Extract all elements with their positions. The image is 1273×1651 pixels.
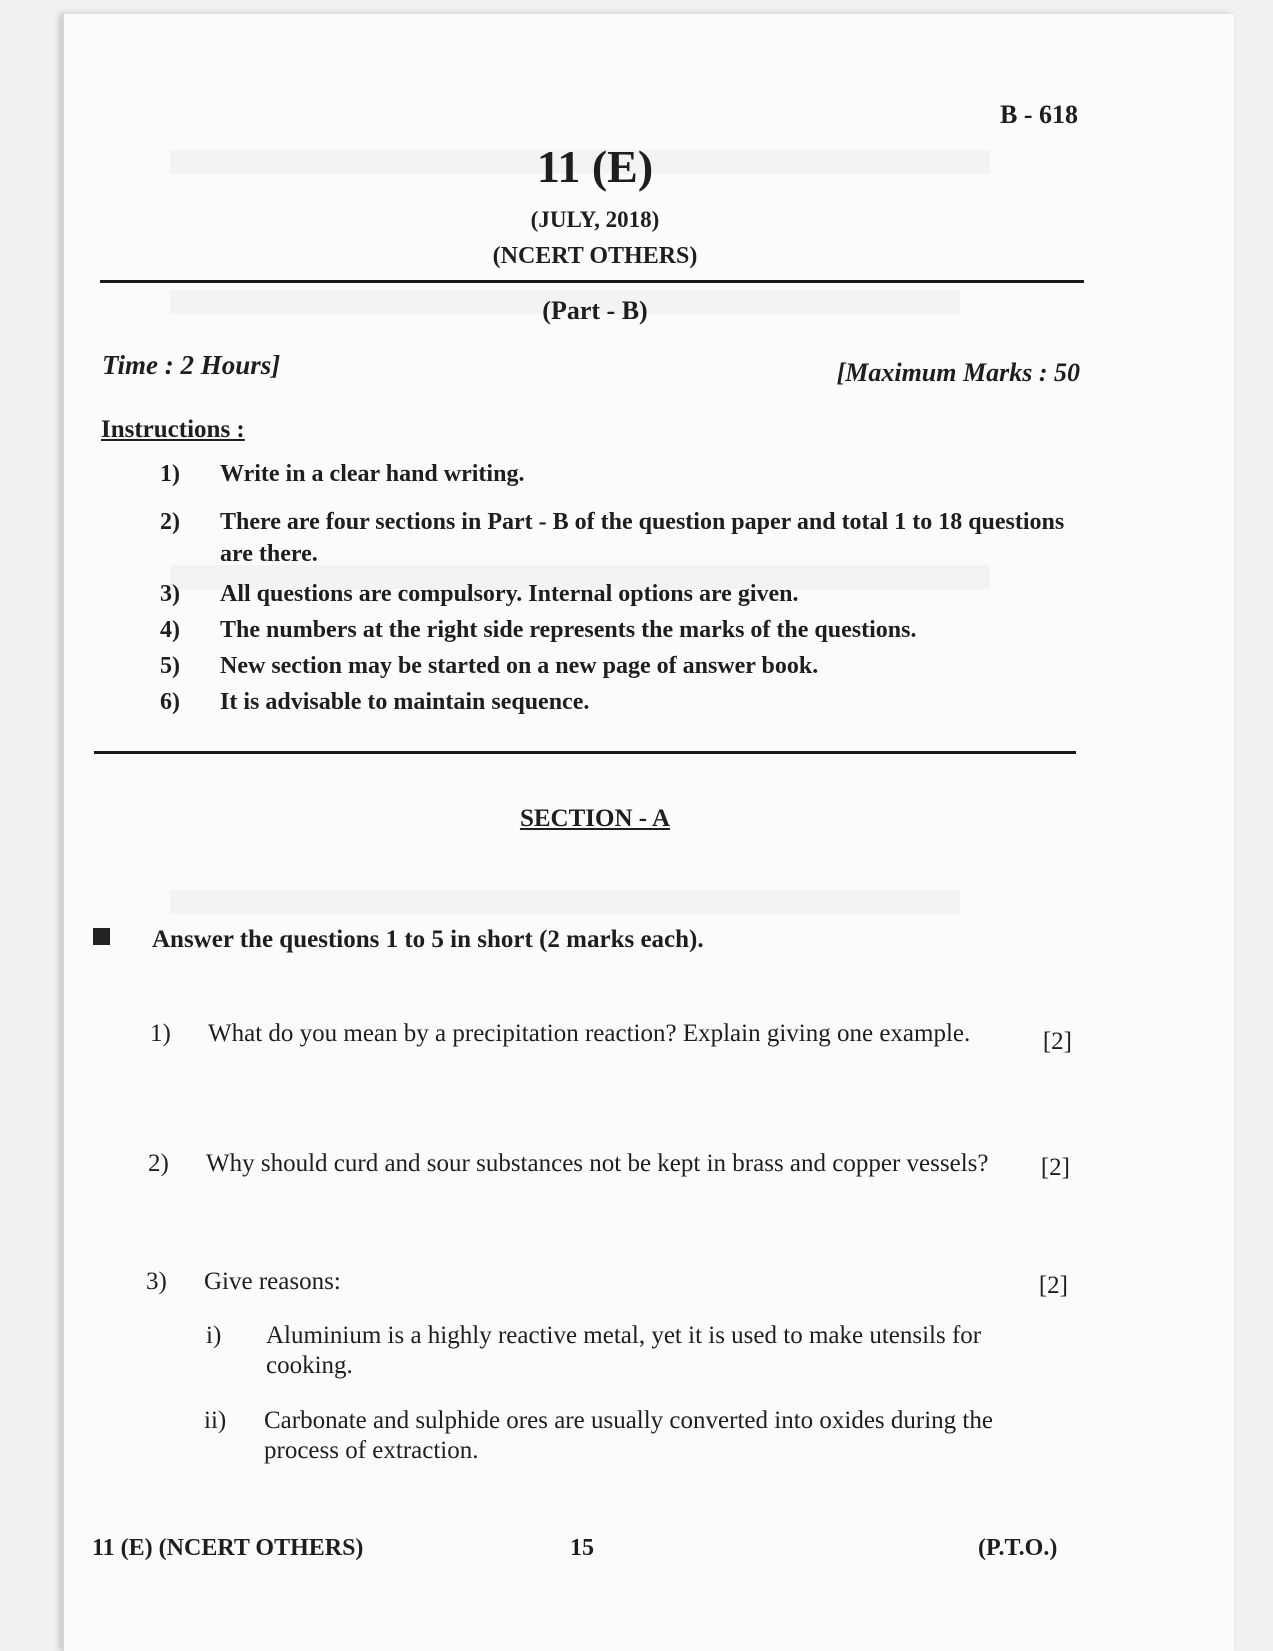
instruction-number: 2): [160, 509, 180, 535]
instruction-text: New section may be started on a new page of answer book.: [220, 653, 819, 679]
section-directive: Answer the questions 1 to 5 in short (2 marks each).: [152, 926, 704, 953]
square-bullet-icon: [93, 928, 110, 945]
question-marks: [2]: [1042, 1028, 1072, 1055]
maximum-marks: [Maximum Marks : 50: [836, 358, 1080, 387]
question-marks: [2]: [1038, 1272, 1068, 1299]
instruction-number: 6): [160, 689, 180, 715]
instruction-text: The numbers at the right side represents the marks of the questions.: [220, 617, 917, 643]
show-through-line: [170, 890, 960, 914]
instruction-item: [160, 506, 1090, 570]
footer-pto: (P.T.O.): [978, 1535, 1058, 1561]
instruction-item: [160, 578, 1090, 610]
exam-session: (JULY, 2018): [530, 207, 660, 232]
header-divider: [100, 280, 1084, 283]
question-marks: [2]: [1040, 1154, 1070, 1181]
exam-board: (NCERT OTHERS): [492, 243, 698, 269]
question-2: [148, 1148, 1070, 1183]
time-allowed: Time : 2 Hours]: [102, 350, 281, 380]
sub-question-text: Aluminium is a highly reactive metal, yet it is used to make utensils for cooking.: [266, 1322, 982, 1379]
footer-subject: 11 (E) (NCERT OTHERS): [92, 1535, 364, 1561]
instruction-item: [160, 686, 1090, 718]
question-number: 3): [146, 1268, 167, 1295]
instruction-text: It is advisable to maintain sequence.: [220, 689, 590, 715]
instruction-number: 3): [160, 581, 180, 607]
instruction-item: [160, 458, 1090, 490]
instruction-number: 4): [160, 617, 180, 643]
sub-question: [204, 1406, 1016, 1466]
instruction-item: [160, 650, 1090, 682]
sub-question: [206, 1321, 1016, 1381]
sub-question-number: ii): [204, 1407, 227, 1434]
instruction-text: Write in a clear hand writing.: [220, 461, 525, 487]
question-3: [146, 1266, 1068, 1301]
question-number: 2): [148, 1150, 169, 1177]
question-text: Give reasons:: [204, 1268, 341, 1295]
paper-code: B - 618: [1000, 100, 1078, 129]
question-text: What do you mean by a precipitation reaction? Explain giving one example.: [208, 1020, 971, 1047]
subject-code: 11 (E): [536, 141, 654, 192]
instructions-divider: [94, 751, 1076, 754]
section-title: SECTION - A: [519, 805, 671, 832]
instruction-text: All questions are compulsory. Internal options are given.: [220, 581, 799, 607]
instruction-number: 5): [160, 653, 180, 679]
sub-question-number: i): [206, 1322, 222, 1349]
instruction-number: 1): [160, 461, 180, 487]
sub-question-text: Carbonate and sulphide ores are usually converted into oxides during the process of extraction.: [264, 1407, 993, 1464]
instruction-text: There are four sections in Part - B of the question paper and total 1 to 18 questions are there.: [220, 509, 1065, 567]
question-1: [150, 1018, 1072, 1057]
part-label: (Part - B): [542, 296, 648, 325]
page-number: 15: [570, 1535, 594, 1561]
question-text: Why should curd and sour substances not be kept in brass and copper vessels?: [206, 1150, 989, 1177]
instructions-heading: Instructions :: [101, 416, 245, 443]
question-number: 1): [150, 1020, 171, 1047]
instruction-item: [160, 614, 1090, 646]
